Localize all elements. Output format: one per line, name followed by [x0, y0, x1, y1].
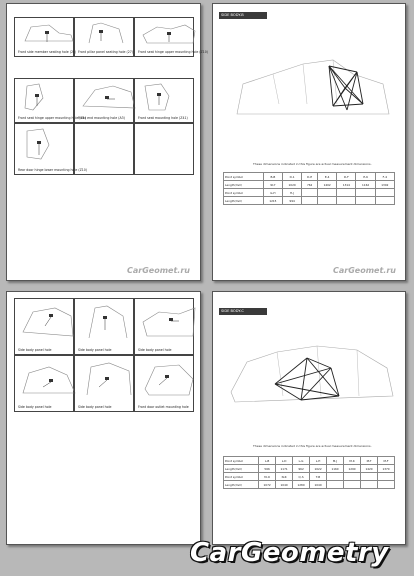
table-row	[224, 457, 395, 465]
table-cell: T-B	[310, 473, 327, 481]
table-cell: 1162	[356, 181, 375, 189]
figure-caption: Side body panel hole	[78, 348, 112, 352]
table-cell: L-D	[276, 457, 293, 465]
table-cell	[375, 189, 394, 197]
figure-caption: Front seat mounting hole (Z41)	[138, 116, 188, 120]
table-cell	[356, 197, 375, 205]
car-part-sketch	[139, 82, 199, 112]
table-cell: 1280	[293, 481, 310, 489]
top-right-page	[212, 3, 406, 281]
car-part-sketch	[139, 302, 199, 342]
table-cell: 962	[293, 465, 310, 473]
table-cell: F-4	[375, 173, 394, 181]
table-cell: D-1	[282, 173, 301, 181]
figure-cell	[134, 78, 194, 123]
table-cell: 1171	[276, 465, 293, 473]
figure-caption: Side body panel hole	[78, 405, 112, 409]
table-cell: M-F	[378, 457, 395, 465]
table-cell: Length(mm)	[224, 197, 264, 205]
table-cell	[337, 189, 356, 197]
table-cell: E-6	[356, 173, 375, 181]
bottom-left-page	[6, 291, 201, 545]
table-cell: 1290	[344, 465, 361, 473]
table-cell	[344, 473, 361, 481]
car-part-sketch	[79, 21, 139, 45]
table-cell	[375, 197, 394, 205]
table-cell: L-G	[293, 457, 310, 465]
section-header: SIDE BODY-C	[219, 308, 267, 315]
figure-cell	[14, 298, 74, 355]
figure-caption: Front seat hinge upper mounting hole (Z1)	[18, 116, 87, 120]
car-part-sketch	[19, 302, 79, 342]
car-part-sketch	[19, 21, 79, 45]
table-cell: 1040	[276, 481, 293, 489]
table-cell	[378, 481, 395, 489]
figure-cell	[14, 78, 87, 123]
figure-cell	[74, 298, 134, 355]
car-part-sketch	[139, 21, 199, 45]
figure-caption: Side body panel hole	[18, 348, 52, 352]
figure-cell	[134, 17, 209, 57]
measurement-note: These dimensions indicated in this figure are actual measurement dimensions.	[253, 162, 372, 166]
figure-cell	[134, 355, 194, 412]
table-cell	[327, 481, 344, 489]
table-cell: H-J	[282, 189, 301, 197]
table-row	[224, 473, 395, 481]
table-cell: 1072	[259, 481, 276, 489]
figure-caption: Front end mounting hole (A3)	[78, 116, 125, 120]
table-cell	[337, 197, 356, 205]
table-row	[224, 189, 395, 197]
figure-caption: Rear door hinge lower mounting hole (Z10)	[18, 168, 88, 172]
table-row	[224, 481, 395, 489]
car-part-sketch	[139, 359, 199, 399]
site-watermark-logo: CarGeometry	[190, 538, 389, 568]
table-cell: Length(mm)	[224, 465, 259, 473]
table-cell: 566	[259, 465, 276, 473]
table-cell: M-O	[259, 473, 276, 481]
measurement-note: These dimensions indicated in this figure are actual measurement dimensions.	[253, 444, 372, 448]
table-cell: Point symbol	[224, 189, 264, 197]
car-part-sketch	[79, 302, 139, 342]
table-cell: 1402	[318, 181, 337, 189]
table-cell: M-J	[327, 457, 344, 465]
section-header: SIDE BODY-B	[219, 12, 267, 19]
table-cell: 1314	[337, 181, 356, 189]
site-watermark: CarGeomet.ru	[333, 266, 396, 275]
figure-cell	[14, 355, 74, 412]
site-watermark: CarGeomet.ru	[127, 266, 190, 275]
table-cell: Length(mm)	[224, 181, 264, 189]
table-cell: L-B	[259, 457, 276, 465]
table-cell: Length(mm)	[224, 481, 259, 489]
measurement-table	[223, 456, 395, 489]
side-body-diagram	[227, 332, 397, 422]
figure-cell	[14, 17, 77, 57]
figure-cell	[74, 78, 134, 123]
table-cell	[302, 189, 318, 197]
table-cell: B-B	[263, 173, 282, 181]
figure-caption: Front pillar panel seating hole (27)	[78, 50, 134, 54]
table-cell: 1020	[282, 181, 301, 189]
table-cell: Point symbol	[224, 173, 264, 181]
car-part-sketch	[79, 359, 139, 399]
table-cell: 1420	[361, 465, 378, 473]
table-cell: 917	[263, 181, 282, 189]
empty-cell	[134, 123, 194, 175]
measurement-table	[223, 172, 395, 205]
table-cell: 1370	[378, 465, 395, 473]
bottom-right-page	[212, 291, 406, 545]
table-cell: Point symbol	[224, 457, 259, 465]
table-cell: Point symbol	[224, 473, 259, 481]
table-cell: 1302	[375, 181, 394, 189]
table-row	[224, 173, 395, 181]
figure-caption: Front door outlet mounting hole	[138, 405, 189, 409]
figure-caption: Front seat hinge upper mounting hole (Z10)	[138, 50, 209, 54]
figure-cell	[134, 298, 194, 355]
table-cell	[327, 473, 344, 481]
table-cell: 1040	[310, 481, 327, 489]
table-cell	[356, 189, 375, 197]
figure-caption: Side body panel hole	[18, 405, 52, 409]
car-part-sketch	[19, 82, 79, 112]
car-part-sketch	[19, 359, 79, 399]
table-cell	[318, 197, 337, 205]
table-row	[224, 197, 395, 205]
side-body-diagram	[233, 44, 393, 134]
car-part-sketch	[19, 127, 79, 161]
table-row	[224, 465, 395, 473]
table-row	[224, 181, 395, 189]
car-part-sketch	[79, 82, 139, 112]
table-cell: 1160	[327, 465, 344, 473]
table-cell: M-T	[361, 457, 378, 465]
table-cell: N-R	[276, 473, 293, 481]
table-cell: D-E	[302, 173, 318, 181]
table-cell: 994	[282, 197, 301, 205]
figure-cell	[74, 17, 134, 57]
table-cell: G-H	[263, 189, 282, 197]
figure-caption: Side body panel hole	[138, 348, 172, 352]
table-cell: 762	[302, 181, 318, 189]
table-cell: Q-S	[293, 473, 310, 481]
table-cell: E-4	[318, 173, 337, 181]
table-cell: L-H	[310, 457, 327, 465]
table-cell: D-F	[337, 173, 356, 181]
table-cell	[378, 473, 395, 481]
figure-caption: Front side member seating hole (28)	[18, 50, 77, 54]
figure-cell	[74, 355, 134, 412]
top-left-page	[6, 3, 209, 281]
figure-cell	[14, 123, 88, 175]
table-cell	[361, 473, 378, 481]
table-cell: 1215	[263, 197, 282, 205]
table-cell: 1022	[310, 465, 327, 473]
table-cell	[302, 197, 318, 205]
empty-cell	[74, 123, 134, 175]
table-cell	[361, 481, 378, 489]
table-cell	[344, 481, 361, 489]
table-cell	[318, 189, 337, 197]
table-cell: M-K	[344, 457, 361, 465]
